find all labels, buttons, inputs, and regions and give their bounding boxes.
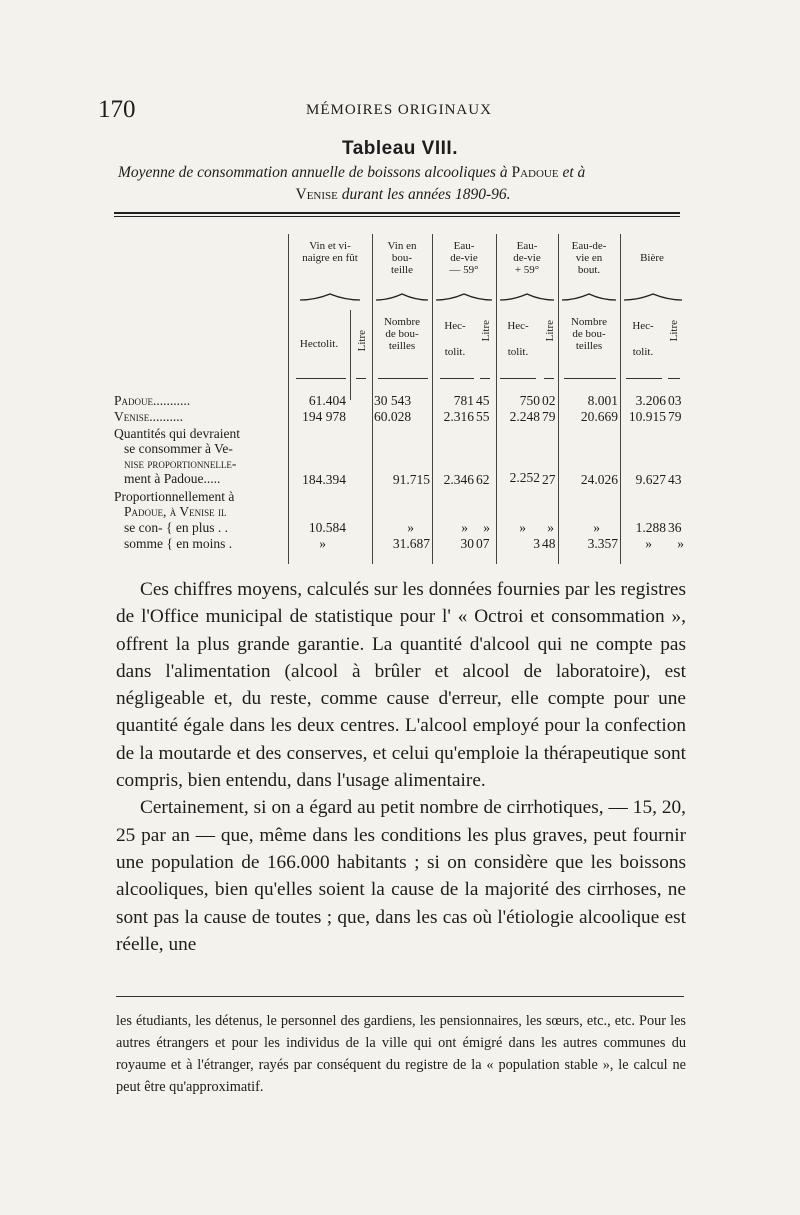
cell: 20.669 [580, 409, 618, 424]
subhead-line: de bou- [385, 328, 419, 340]
table-title: Tableau VIII. [342, 138, 458, 159]
subhead-line: Hec- [632, 320, 654, 332]
cell: 1.288 [635, 520, 666, 535]
cell: 07 [476, 536, 490, 551]
cell: 781 [453, 393, 474, 408]
subhead-nombre [560, 316, 618, 352]
col-header-line: — 59° [449, 264, 479, 276]
subhead-line: Hec- [507, 320, 529, 332]
cell: 194 978 [302, 409, 346, 424]
litre-label: Litre [480, 320, 492, 342]
cell: » [483, 520, 490, 535]
cell: 8.001 [587, 393, 618, 408]
subhead-line: tolit. [632, 346, 654, 358]
cell: 62 [476, 472, 490, 487]
cell: 55 [476, 409, 490, 424]
subhead-line: teilles [388, 340, 416, 352]
consumption-table [0, 220, 800, 560]
cell: 03 [668, 393, 682, 408]
subhead-line: tolit. [507, 346, 529, 358]
col-header-line: Eau- [516, 240, 538, 252]
row-label-line: Padoue, à Venise il [124, 504, 227, 519]
cell: 61.404 [308, 393, 346, 408]
subhead-rule [378, 378, 428, 379]
row-label-quantites [114, 426, 240, 486]
cell: 750 [519, 393, 540, 408]
col-header-eau-de-vie-bout [558, 240, 620, 276]
paragraph: Certainement, si on a égard au petit nombre de cirrhotiques, — 15, 20, 25 par an — que, même dans les conditions les plus graves, peut fournir une population de 166.000 habitants ; si on considère que les boissons alcooliques, bien qu'elles soient la cause de la majorité des cirrhoses, ne sont pas la cause de toutes ; que, dans les cas où l'étiologie alcoolique est réelle, une [116, 797, 686, 955]
journal-title: MÉMOIRES ORIGINAUX [306, 102, 492, 118]
litre-label: Litre [356, 330, 368, 352]
cell: 10.915 [628, 409, 666, 424]
col-header-eau-de-vie-minus [432, 240, 496, 276]
subhead-nombre [374, 316, 430, 352]
row-label-text: en moins . [176, 536, 233, 551]
subhead-rule [440, 378, 474, 379]
col-header-vin-bouteille [372, 240, 432, 276]
column-divider [350, 310, 351, 400]
subhead-hectolit [290, 338, 348, 350]
brace-biere [624, 292, 682, 302]
row-label-dots: .......... [149, 409, 183, 424]
litre-label: Litre [544, 320, 556, 342]
cell: 30 543 [374, 393, 412, 408]
subhead-line: Hec- [444, 320, 466, 332]
caption-part2: et à [558, 164, 586, 181]
cell: 36 [668, 520, 682, 535]
cell: » [519, 520, 526, 535]
footnote: les étudiants, les détenus, le personnel des gardiens, les pensionnaires, les sœurs, etc., etc. Pour les autres étrangers et pour les individus de la ville qui ont émigré dans les autres communes du royaume et à l'étranger, rayés par conséquent du registre de la « population stable », le calcul ne peut être qu'approximatif. [116, 1013, 686, 1095]
row-label-line: se consommer à Ve- [124, 441, 233, 456]
caption-padoue: Padoue [511, 164, 559, 181]
cell: 2.252 [509, 470, 540, 485]
brace-eau-de-vie-plus [500, 292, 554, 302]
col-header-line: teille [391, 264, 413, 276]
col-header-line: naigre en fût [302, 252, 358, 264]
cell: 79 [542, 409, 556, 424]
cell: 9.627 [635, 472, 666, 487]
brace-icon: { [165, 520, 173, 535]
subhead-hectolit [432, 320, 478, 358]
brace-eau-de-vie-bout [562, 292, 616, 302]
brace-vin-fut [300, 292, 360, 302]
row-label-moins [114, 536, 232, 551]
subhead-line: Hectolit. [299, 338, 339, 350]
subhead-line: de bou- [572, 328, 606, 340]
subhead-line: tolit. [444, 346, 466, 358]
cell: » [407, 520, 414, 535]
row-label-padoue [114, 393, 190, 408]
brace-icon: { [166, 536, 173, 551]
subhead-rule [500, 378, 536, 379]
table-top-rule [114, 212, 680, 217]
col-header-vin-fut [290, 240, 370, 264]
cell: 45 [476, 393, 490, 408]
col-header-line: Vin et vi- [309, 240, 351, 252]
subhead-rule [626, 378, 662, 379]
caption-venise: Venise [295, 186, 338, 203]
cell: » [547, 520, 554, 535]
subhead-hectolit [496, 320, 540, 358]
row-label-text: se con- [124, 520, 163, 535]
col-header-biere [620, 252, 684, 264]
cell: 184.394 [302, 472, 346, 487]
caption-part1: Moyenne de consommation annuelle de boissons alcooliques à [118, 164, 512, 181]
cell: 3 [533, 536, 540, 551]
cell: 43 [668, 472, 682, 487]
col-header-line: bou- [391, 252, 413, 264]
subhead-hectolit [620, 320, 666, 358]
subhead-rule [356, 378, 366, 379]
cell: 30 [460, 536, 474, 551]
cell: 2.346 [443, 472, 474, 487]
cell: 02 [542, 393, 556, 408]
subhead-rule [544, 378, 554, 379]
paragraph: Ces chiffres moyens, calculés sur les données fournies par les registres de l'Office municipal de statistique pour l' « Octroi et consommation », offrent la plus grande garantie. La quantité d'alcool qui ne compte pas dans l'alimentation (alcool à brûler et alcool de laboratoire), est négligeable et, du reste, comme cause d'erreur, elle compte pour une quantité égale dans les deux centres. L'alcool employé pour la confection de la moutarde et des conserves, et celui qu'emploie la thérapeutique sont compris, bien entendu, dans l'usage alimentaire. [116, 579, 686, 792]
footnote-rule [116, 996, 684, 997]
cell: 79 [668, 409, 682, 424]
cell: 60.028 [374, 409, 412, 424]
cell: 91.715 [392, 472, 430, 487]
row-label-text: somme [124, 536, 163, 551]
cell: 10.584 [308, 520, 346, 535]
col-header-line: vie en [575, 252, 603, 264]
row-label-proportion [114, 489, 234, 519]
cell: 3.206 [635, 393, 666, 408]
subhead-rule [668, 378, 680, 379]
cell: » [645, 536, 652, 551]
caption-part3: durant les années 1890-96. [337, 186, 511, 203]
brace-vin-bouteille [376, 292, 428, 302]
subhead-line: teilles [575, 340, 603, 352]
col-header-line: de-vie [513, 252, 541, 264]
cell: 2.316 [443, 409, 474, 424]
row-label-text: Venise [114, 409, 150, 424]
row-label-venise [114, 409, 183, 424]
caption-line2 [118, 184, 688, 206]
col-header-line: Bière [640, 252, 664, 264]
row-label-line: ment à Padoue..... [124, 471, 221, 486]
col-header-line: Eau-de- [571, 240, 607, 252]
row-label-plus [114, 520, 228, 535]
litre-label: Litre [668, 320, 680, 342]
page-number: 170 [98, 96, 136, 123]
row-label-line: Quantités qui devraient [114, 426, 240, 441]
subhead-line: Nombre [383, 316, 421, 328]
col-header-line: Vin en [387, 240, 417, 252]
col-header-line: Eau- [453, 240, 475, 252]
col-header-line: bout. [577, 264, 601, 276]
subhead-rule [564, 378, 616, 379]
cell: 24.026 [580, 472, 618, 487]
cell: » [319, 536, 326, 551]
col-header-line: de-vie [450, 252, 478, 264]
cell: » [593, 520, 600, 535]
column-divider [372, 234, 373, 564]
column-divider [288, 234, 289, 564]
col-header-line: + 59° [514, 264, 540, 276]
col-header-eau-de-vie-plus [496, 240, 558, 276]
cell: 48 [542, 536, 556, 551]
row-label-text: Padoue [114, 393, 154, 408]
row-label-text: en plus . . [175, 520, 228, 535]
subhead-rule [296, 378, 346, 379]
cell: 2.248 [509, 409, 540, 424]
table-caption [118, 162, 688, 206]
row-label-line: Proportionnellement à [114, 489, 235, 504]
body-text [116, 576, 686, 958]
cell: » [677, 536, 684, 551]
subhead-rule [480, 378, 490, 379]
subhead-line: Nombre [570, 316, 608, 328]
cell: 27 [542, 472, 556, 487]
running-head [98, 96, 698, 124]
row-label-line: nise proportionnelle- [124, 456, 237, 471]
brace-eau-de-vie-minus [436, 292, 492, 302]
cell: 3.357 [587, 536, 618, 551]
cell: 31.687 [392, 536, 430, 551]
cell: » [461, 520, 468, 535]
row-label-dots: ........... [153, 393, 191, 408]
